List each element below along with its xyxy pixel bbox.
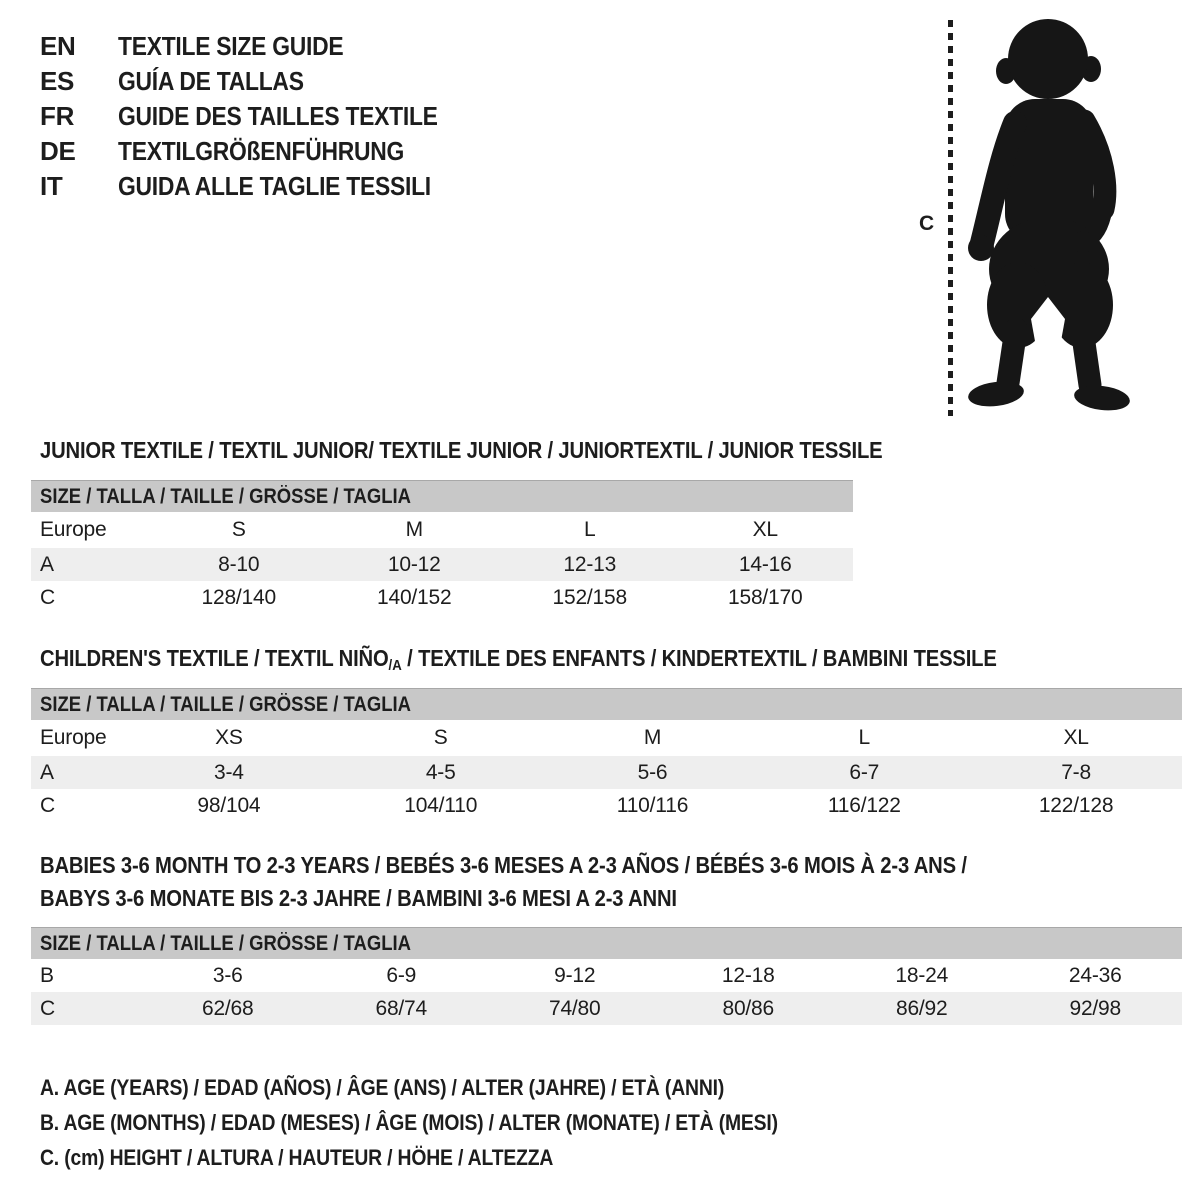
height-cell: 152/158 xyxy=(552,585,627,609)
toddler-silhouette-icon xyxy=(955,7,1141,413)
row-label: B xyxy=(40,963,54,987)
language-row xyxy=(40,169,481,204)
col-header-cell: M xyxy=(405,518,423,541)
guide-title: TEXTILE SIZE GUIDE xyxy=(118,31,344,61)
size-header-bar xyxy=(31,480,853,512)
height-cell: 122/128 xyxy=(1038,793,1114,817)
row-label: C xyxy=(40,585,55,609)
height-cell: 80/86 xyxy=(722,996,775,1020)
children-size-table xyxy=(31,688,1182,822)
children-section-title-text xyxy=(40,645,997,674)
size-header-text: SIZE / TALLA / TAILLE / GRÖSSE / TAGLIA xyxy=(40,931,411,955)
row-label: A xyxy=(40,760,54,784)
height-cell: 86/92 xyxy=(895,996,948,1020)
language-row xyxy=(40,29,481,64)
age-cell: 3-6 xyxy=(212,963,243,987)
age-cell: 10-12 xyxy=(387,552,441,576)
babies-section-title xyxy=(40,849,1093,915)
height-measure-label: C xyxy=(919,212,935,235)
age-cell: 4-5 xyxy=(425,760,456,784)
language-row xyxy=(40,99,481,134)
col-header-cell: XL xyxy=(1063,726,1089,749)
language-row xyxy=(40,134,481,169)
col-header-cell: M xyxy=(643,726,662,749)
row-label: Europe xyxy=(40,518,107,541)
language-title-list xyxy=(40,29,481,204)
height-cell: 92/98 xyxy=(1069,996,1122,1020)
guide-title: GUIDA ALLE TAGLIE TESSILI xyxy=(118,171,431,201)
col-header-cell: L xyxy=(584,518,596,541)
height-cell: 74/80 xyxy=(548,996,601,1020)
table-row xyxy=(31,959,1182,992)
age-cell: 9-12 xyxy=(554,963,596,987)
table-row xyxy=(31,548,853,581)
age-cell: 6-7 xyxy=(849,760,880,784)
table-row xyxy=(31,992,1182,1025)
height-cell: 104/110 xyxy=(404,793,478,817)
junior-section-title xyxy=(40,437,997,464)
size-header-bar xyxy=(31,688,1182,720)
legend xyxy=(40,1070,878,1175)
legend-line-b: B. AGE (MONTHS) / EDAD (MESES) / ÂGE (MOIS) / ALTER (MONATE) / ETÀ (MESI) xyxy=(40,1109,778,1135)
guide-title: GUÍA DE TALLAS xyxy=(118,66,304,96)
size-header-text: SIZE / TALLA / TAILLE / GRÖSSE / TAGLIA xyxy=(40,692,411,716)
col-header-cell: L xyxy=(858,726,871,749)
height-cell: 110/116 xyxy=(616,793,689,817)
age-cell: 12-18 xyxy=(721,963,775,987)
col-header-cell: XS xyxy=(215,726,243,749)
junior-section-title-text: JUNIOR TEXTILE / TEXTIL JUNIOR/ TEXTILE JUNIOR / JUNIORTEXTIL / JUNIOR TESSILE xyxy=(40,437,883,463)
col-header-cell: S xyxy=(433,726,448,749)
height-cell: 158/170 xyxy=(727,585,803,609)
children-title-subscript: /A xyxy=(388,657,402,674)
guide-title: GUIDE DES TAILLES TEXTILE xyxy=(118,101,438,131)
guide-title: TEXTILGRÖßENFÜHRUNG xyxy=(118,136,405,166)
language-code: IT xyxy=(40,171,63,201)
legend-line-a: A. AGE (YEARS) / EDAD (AÑOS) / ÂGE (ANS) / ALTER (JAHRE) / ETÀ (ANNI) xyxy=(40,1074,725,1100)
language-code: DE xyxy=(40,136,76,166)
babies-title-line2-row xyxy=(40,882,1093,915)
size-header-text: SIZE / TALLA / TAILLE / GRÖSSE / TAGLIA xyxy=(40,484,411,508)
height-cell: 98/104 xyxy=(197,793,261,817)
children-title-pre: CHILDREN'S TEXTILE / TEXTIL NIÑO xyxy=(40,645,389,671)
col-header-cell: S xyxy=(231,518,246,541)
age-cell: 24-36 xyxy=(1068,963,1122,987)
age-cell: 3-4 xyxy=(214,760,244,784)
height-measure-dashed-line xyxy=(948,20,953,416)
legend-line-c-row xyxy=(40,1140,878,1175)
height-cell: 116/122 xyxy=(827,793,901,817)
height-cell: 128/140 xyxy=(201,585,276,609)
table-row xyxy=(31,789,1182,822)
row-label: A xyxy=(40,552,54,576)
height-cell: 62/68 xyxy=(201,996,254,1020)
language-row xyxy=(40,64,481,99)
legend-line-c: C. (cm) HEIGHT / ALTURA / HAUTEUR / HÖHE / ALTEZZA xyxy=(40,1144,554,1170)
children-title-post: / TEXTILE DES ENFANTS / KINDERTEXTIL / BAMBINI TESSILE xyxy=(401,645,997,671)
height-cell: 68/74 xyxy=(375,996,428,1020)
size-header-bar xyxy=(31,927,1182,959)
row-label: C xyxy=(40,793,55,817)
age-cell: 14-16 xyxy=(738,552,792,576)
table-row xyxy=(31,756,1182,789)
age-cell: 5-6 xyxy=(637,760,668,784)
language-code: FR xyxy=(40,101,75,131)
language-code: EN xyxy=(40,31,76,61)
table-row xyxy=(31,512,853,548)
row-label: Europe xyxy=(40,726,107,749)
legend-line-a-row xyxy=(40,1070,878,1105)
junior-size-table xyxy=(31,480,853,614)
height-cell: 140/152 xyxy=(376,585,452,609)
table-row xyxy=(31,581,853,614)
children-section-title xyxy=(40,645,1127,674)
age-cell: 7-8 xyxy=(1061,760,1091,784)
col-header-cell: XL xyxy=(752,518,778,541)
table-row xyxy=(31,720,1182,756)
babies-size-table xyxy=(31,927,1182,1025)
legend-line-b-row xyxy=(40,1105,878,1140)
language-code: ES xyxy=(40,66,75,96)
age-cell: 6-9 xyxy=(386,963,417,987)
age-cell: 12-13 xyxy=(563,552,617,576)
babies-title-line1: BABIES 3-6 MONTH TO 2-3 YEARS / BEBÉS 3-6 MESES A 2-3 AÑOS / BÉBÉS 3-6 MOIS À 2-3 ANS / xyxy=(40,852,967,878)
age-cell: 8-10 xyxy=(218,552,260,576)
babies-title-line1-row xyxy=(40,849,1093,882)
age-cell: 18-24 xyxy=(895,963,949,987)
babies-title-line2: BABYS 3-6 MONATE BIS 2-3 JAHRE / BAMBINI 3-6 MESI A 2-3 ANNI xyxy=(40,885,677,911)
row-label: C xyxy=(40,996,55,1020)
